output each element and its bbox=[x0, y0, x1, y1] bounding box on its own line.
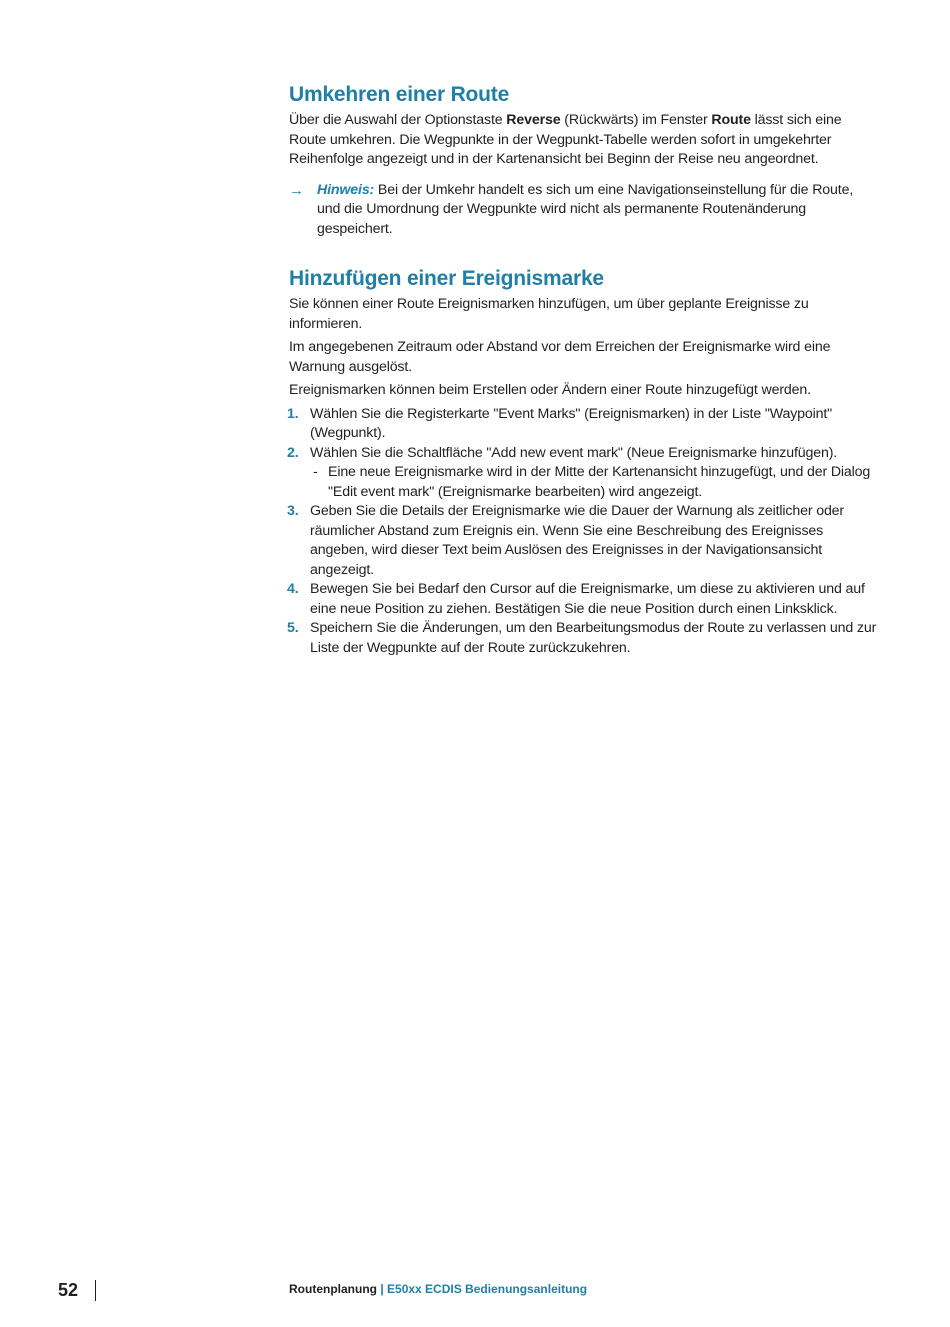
step-number: 5. bbox=[287, 620, 299, 636]
footer-text bbox=[289, 1281, 587, 1297]
step-text: Speichern Sie die Änderungen, um den Bearbeitungsmodus der Route zu verlassen und zur Liste der Wegpunkte auf der Route zurückzukehren. bbox=[310, 620, 877, 656]
bold-term: Route bbox=[711, 112, 751, 128]
section-ereignismarke bbox=[289, 266, 879, 658]
sub-step bbox=[289, 463, 879, 502]
text-run: lässt sich eine Route umkehren. Die Wegpunkte in der Wegpunkt-Tabelle werden sofort in umgekehrter Reihenfolge angezeigt und in der Kartenansicht bei Beginn der Reise neu angeordnet. bbox=[289, 112, 842, 167]
section-umkehren bbox=[289, 82, 879, 239]
note-text: Bei der Umkehr handelt es sich um eine Navigationseinstellung für die Route, und die Umordnung der Wegpunkte wird nicht als permanente Routenänderung gespeichert. bbox=[317, 181, 854, 237]
step-text: Bewegen Sie bei Bedarf den Cursor auf die Ereignismarke, um diese zu aktivieren und auf eine neue Position zu ziehen. Bestätigen Sie die neue Position durch einen Linksklick. bbox=[310, 581, 865, 617]
page-number: 52 bbox=[58, 1280, 79, 1300]
step-number: 1. bbox=[287, 405, 299, 422]
note-label: Hinweis: bbox=[317, 181, 375, 198]
text-run: Über die Auswahl der Optionstaste bbox=[289, 112, 507, 128]
arrow-right-icon: → bbox=[289, 181, 304, 199]
paragraph: Ereignismarken können beim Erstellen oder Ändern einer Route hinzugefügt werden. bbox=[289, 382, 811, 398]
steps-list bbox=[289, 405, 879, 659]
sub-step-text: Eine neue Ereignismarke wird in der Mitte der Kartenansicht hinzugefügt, und der Dialog "Edit event mark" (Ereignismarke bearbeiten) wird angezeigt. bbox=[328, 464, 871, 500]
step-text: Geben Sie die Details der Ereignismarke wie die Dauer der Warnung als zeitlicher oder räumlicher Abstand zum Ereignis ein. Wenn Sie eine Beschreibung des Ereignisses angeben, wird dieser Text beim Auslösen des Ereignisses in der Navigationsansicht angezeigt. bbox=[310, 503, 844, 578]
step-number: 4. bbox=[287, 581, 299, 597]
step-number: 3. bbox=[287, 503, 299, 519]
dash-bullet: - bbox=[313, 464, 318, 480]
list-item bbox=[289, 444, 879, 464]
list-item bbox=[289, 405, 879, 444]
step-text: Wählen Sie die Registerkarte "Event Marks" (Ereignismarken) in der Liste "Waypoint" (Wegpunkt). bbox=[310, 405, 833, 441]
paragraph: Sie können einer Route Ereignismarken hinzufügen, um über geplante Ereignisse zu informieren. bbox=[289, 296, 809, 332]
paragraph bbox=[289, 111, 879, 170]
list-item bbox=[289, 619, 879, 658]
footer-separator: | bbox=[376, 1282, 388, 1296]
footer-chapter: Routenplanung bbox=[289, 1282, 377, 1296]
step-number: 2. bbox=[287, 444, 299, 461]
list-item bbox=[289, 580, 879, 619]
paragraph: Im angegebenen Zeitraum oder Abstand vor dem Erreichen der Ereignismarke wird eine Warnung ausgelöst. bbox=[289, 339, 831, 375]
page-content bbox=[289, 82, 879, 658]
footer-divider bbox=[95, 1280, 96, 1301]
footer-doc-title: E50xx ECDIS Bedienungsanleitung bbox=[387, 1282, 588, 1296]
section-heading: Umkehren einer Route bbox=[289, 83, 510, 106]
text-run: (Rückwärts) im Fenster bbox=[560, 112, 712, 128]
note-block bbox=[289, 181, 879, 240]
bold-term: Reverse bbox=[506, 112, 561, 128]
page-footer bbox=[0, 1279, 950, 1303]
step-text: Wählen Sie die Schaltfläche "Add new event mark" (Neue Ereignismarke hinzufügen). bbox=[310, 444, 838, 461]
section-heading: Hinzufügen einer Ereignismarke bbox=[289, 267, 604, 290]
list-item bbox=[289, 502, 879, 580]
